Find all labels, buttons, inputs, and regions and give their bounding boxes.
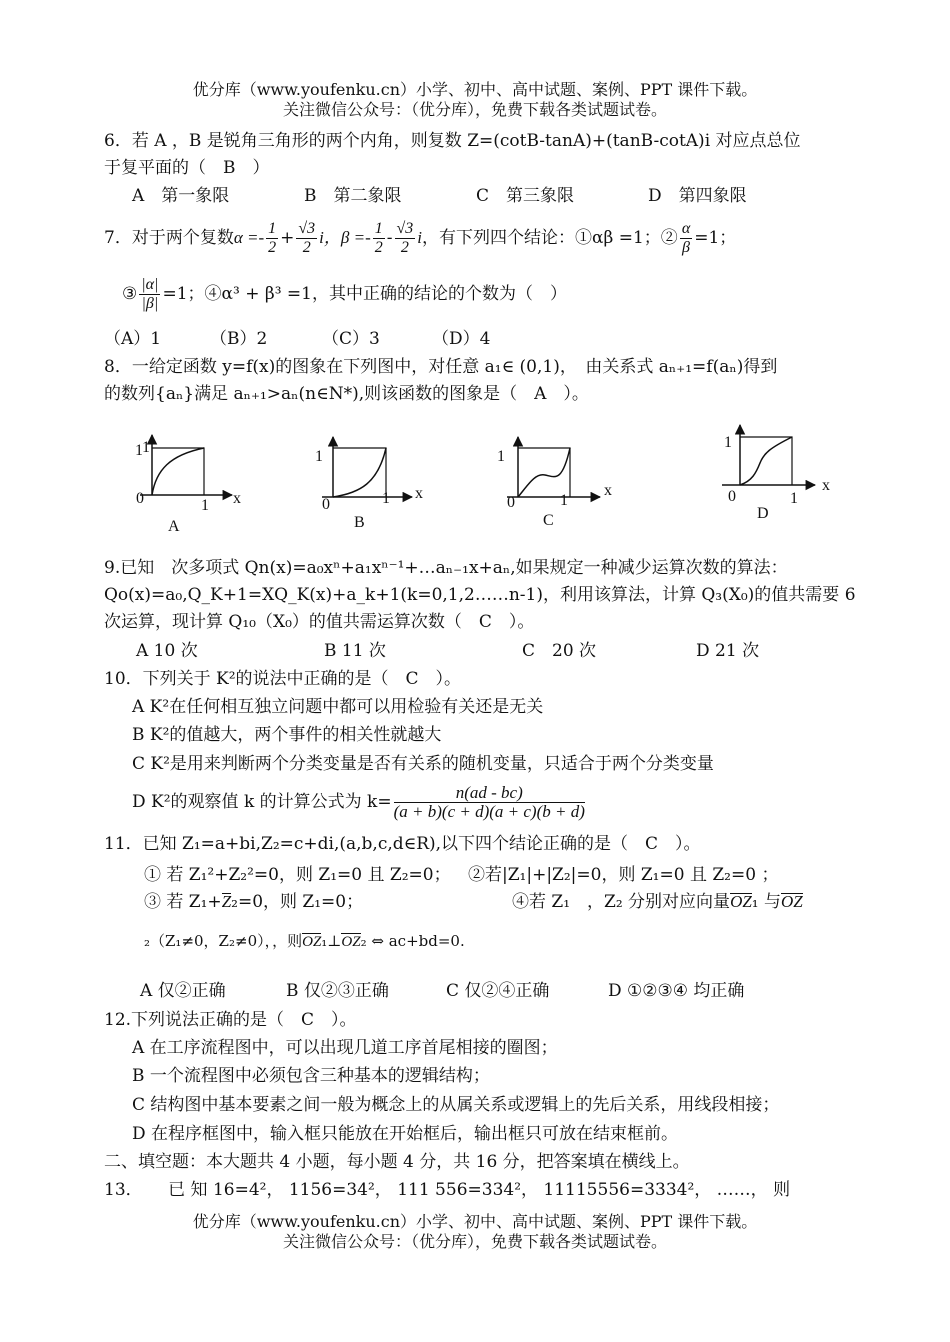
- graph-d: [722, 425, 830, 522]
- q12-option-c: C 结构图中基本要素之间一般为概念上的从属关系或逻辑上的先后关系，用线段相接；: [132, 1095, 780, 1115]
- q7-line-2: ③ $\frac{|\alpha|}{|\beta|}$ =1；④α³ + β³ =1，其中正确的结论的个数为（ ）: [122, 276, 567, 312]
- q10-formula: $\frac{n(ad - bc)}{(a + b)(c + d)(a + c)(b + d)}$: [393, 783, 585, 821]
- q7-line-1: 7．对于两个复数α =- $\frac{1}{2}$ + $\frac{√3}{2}$ i，β =- $\frac{1}{2}$ - $\frac{√3}{2}$ i，有下列四个结论：①αβ =1；② $\frac{\alpha}{\beta}$ =1；: [104, 220, 737, 256]
- header-line-1: 优分库（www.youfenku.cn）小学、初中、高中试题、案例、PPT 课件下载。: [192, 80, 758, 99]
- q7-option-c: （C）3: [322, 329, 380, 349]
- q11-s4: ④若 Z₁ ，Z₂ 分别对应向量OZ₁ 与OZ: [512, 892, 803, 912]
- header-line-2: 关注微信公众号：（优分库），免费下载各类试题试卷。: [282, 100, 667, 119]
- graph-c-tick-1: 1: [497, 448, 505, 465]
- q11-stem: 11．已知 Z₁=a+bi,Z₂=c+di,(a,b,c,d∈R),以下四个结论正确的是（ C ）。: [104, 834, 701, 854]
- q12-option-a: A 在工序流程图中，可以出现几道工序首尾相接的圈图；: [132, 1038, 558, 1058]
- q7-option-d: （D）4: [432, 329, 491, 349]
- section-2-heading: 二、填空题：本大题共 4 小题，每小题 4 分，共 16 分，把答案填在横线上。: [104, 1152, 690, 1172]
- q7-tail: ，有下列四个结论：①αβ =1；②: [422, 228, 678, 248]
- graph-a: [135, 435, 241, 535]
- q12-stem: 12.下列说法正确的是（ C ）。: [104, 1010, 357, 1030]
- q6-option-b: B 第二象限: [304, 186, 402, 206]
- q6-option-c: C 第三象限: [476, 186, 575, 206]
- graph-b-tick-0: 0: [322, 496, 330, 513]
- graph-c-label: C: [543, 512, 554, 529]
- graph-c-tick-x1: 1: [560, 492, 568, 509]
- q11-option-c: C 仅②④正确: [446, 981, 550, 1001]
- graph-c-curve: [518, 448, 570, 497]
- q11-s4-cont: ₂（Z₁≠0，Z₂≠0），，则OZ₁⊥OZ₂ ⇔ ac+bd=0.: [144, 932, 465, 950]
- graph-b-curve: [333, 448, 386, 497]
- q10-option-a: A K²在任何相互独立问题中都可以用检验有关还是无关: [132, 697, 544, 717]
- q7-option-b: （B）2: [210, 329, 268, 349]
- graph-a-box: [152, 448, 204, 495]
- q11-option-d: D ①②③④ 均正确: [608, 981, 745, 1001]
- q9-option-b: B 11 次: [324, 641, 386, 661]
- graph-c-tick-0: 0: [507, 494, 515, 511]
- q7-alpha-eq: α =-: [233, 228, 265, 247]
- q11-option-a: A 仅②正确: [140, 981, 226, 1001]
- q7-frac-root3-1: $\frac{√3}{2}$: [298, 220, 316, 256]
- q9-line-2: Qo(x)=a₀,Q_K+1=XQ_K(x)+a_k+1(k=0,1,2……n-1)，利用该算法，计算 Q₃(X₀)的值共需要 6: [104, 585, 856, 605]
- graph-a-tick-1b: 1: [142, 439, 150, 456]
- footer-line-2: 关注微信公众号：（优分库），免费下载各类试题试卷。: [282, 1232, 667, 1251]
- graph-a-x-label: x: [233, 490, 241, 507]
- q6-option-d: D 第四象限: [648, 186, 747, 206]
- graph-b-tick-x1: 1: [382, 490, 390, 507]
- graph-b-tick-1: 1: [315, 448, 323, 465]
- q9-option-a: A 10 次: [136, 641, 198, 661]
- graph-a-tick-0: 0: [136, 490, 144, 507]
- q9-option-c: C 20 次: [522, 641, 597, 661]
- q11-s3: ③ 若 Z₁+Z₂=0，则 Z₁=0；: [144, 892, 364, 912]
- graph-b-x-label: x: [415, 485, 423, 502]
- q8-line-1: 8．一给定函数 y=f(x)的图象在下列图中，对任意 a₁∈ (0,1)， 由关系式 aₙ₊₁=f(aₙ)得到: [104, 357, 778, 377]
- graph-a-curve: [152, 448, 204, 495]
- q7-frac-half-2: $\frac{1}{2}$: [374, 220, 383, 256]
- q13-line-1: 13． 已 知 16=4²， 1156=34²， 111 556=334²， 11115556=3334²， ……， 则: [104, 1180, 791, 1200]
- q7-frac-alpha-beta: $\frac{\alpha}{\beta}$: [681, 220, 691, 256]
- q7-intro: 7．对于两个复数: [104, 228, 234, 248]
- q11-s2: ②若|Z₁|+|Z₂|=0，则 Z₁=0 且 Z₂=0 ；: [468, 865, 779, 885]
- q10-stem: 10．下列关于 K²的说法中正确的是（ C ）。: [104, 669, 462, 689]
- graph-a-tick-1: 1: [135, 442, 143, 459]
- graph-d-box: [740, 437, 792, 485]
- footer-line-1: 优分库（www.youfenku.cn）小学、初中、高中试题、案例、PPT 课件下载。: [192, 1212, 758, 1231]
- q6-line-2: 于复平面的（ B ）: [104, 158, 270, 178]
- graph-b: [315, 437, 423, 531]
- q12-option-d: D 在程序框图中，输入框只能放在开始框后，输出框只可放在结束框前。: [132, 1124, 679, 1144]
- q11-option-b: B 仅②③正确: [286, 981, 389, 1001]
- graph-d-curve: [740, 437, 792, 485]
- q10-option-b: B K²的值越大，两个事件的相关性就越大: [132, 725, 442, 745]
- q9-line-1: 9.已知 次多项式 Qn(x)=a₀xⁿ+a₁xⁿ⁻¹+…aₙ₋₁x+aₙ,如果规定一种减少运算次数的算法：: [104, 558, 788, 578]
- graph-c-box: [518, 448, 570, 497]
- q7-frac-root3-2: $\frac{√3}{2}$: [396, 220, 414, 256]
- q10-option-d: D K²的观察值 k 的计算公式为 k= $\frac{n(ad - bc)}{(a + b)(c + d)(a + c)(b + d)}$: [132, 783, 585, 821]
- graph-b-label: B: [354, 514, 365, 531]
- q6-option-a: A 第一象限: [132, 186, 230, 206]
- q10-option-c: C K²是用来判断两个分类变量是否有关系的随机变量，只适合于两个分类变量: [132, 754, 714, 774]
- q7-option-a: （A）1: [104, 329, 162, 349]
- q7-beta-eq: ，β =-: [323, 228, 371, 247]
- q7-frac-half-1: $\frac{1}{2}$: [268, 220, 277, 256]
- q6-line-1: 6．若 A ，B 是锐角三角形的两个内角，则复数 Z=(cotB-tanA)+(tanB-cotA)i 对应点总位: [104, 131, 801, 151]
- graph-d-label: D: [757, 505, 769, 522]
- graph-d-tick-1: 1: [724, 434, 732, 451]
- q11-s1: ① 若 Z₁²+Z₂²=0，则 Z₁=0 且 Z₂=0；: [144, 865, 451, 885]
- q9-option-d: D 21 次: [696, 641, 760, 661]
- graph-d-tick-x1: 1: [790, 490, 798, 507]
- graph-c: [497, 437, 612, 529]
- graph-a-tick-x1: 1: [201, 497, 209, 514]
- q12-option-b: B 一个流程图中必须包含三种基本的逻辑结构；: [132, 1066, 490, 1086]
- q7-frac-abs: $\frac{|\alpha|}{|\beta|}$: [141, 276, 159, 312]
- q8-line-2: 的数列{aₙ}满足 aₙ₊₁>aₙ(n∈N*),则该函数的图象是（ A ）。: [104, 384, 589, 404]
- graph-a-label: A: [168, 518, 180, 535]
- q8-graphs: [0, 415, 950, 540]
- q9-line-3: 次运算，现计算 Q₁₀（X₀）的值共需运算次数（ C ）。: [104, 612, 535, 632]
- graph-d-x-label: x: [822, 477, 830, 494]
- graph-d-tick-0: 0: [728, 488, 736, 505]
- graph-c-x-label: x: [604, 482, 612, 499]
